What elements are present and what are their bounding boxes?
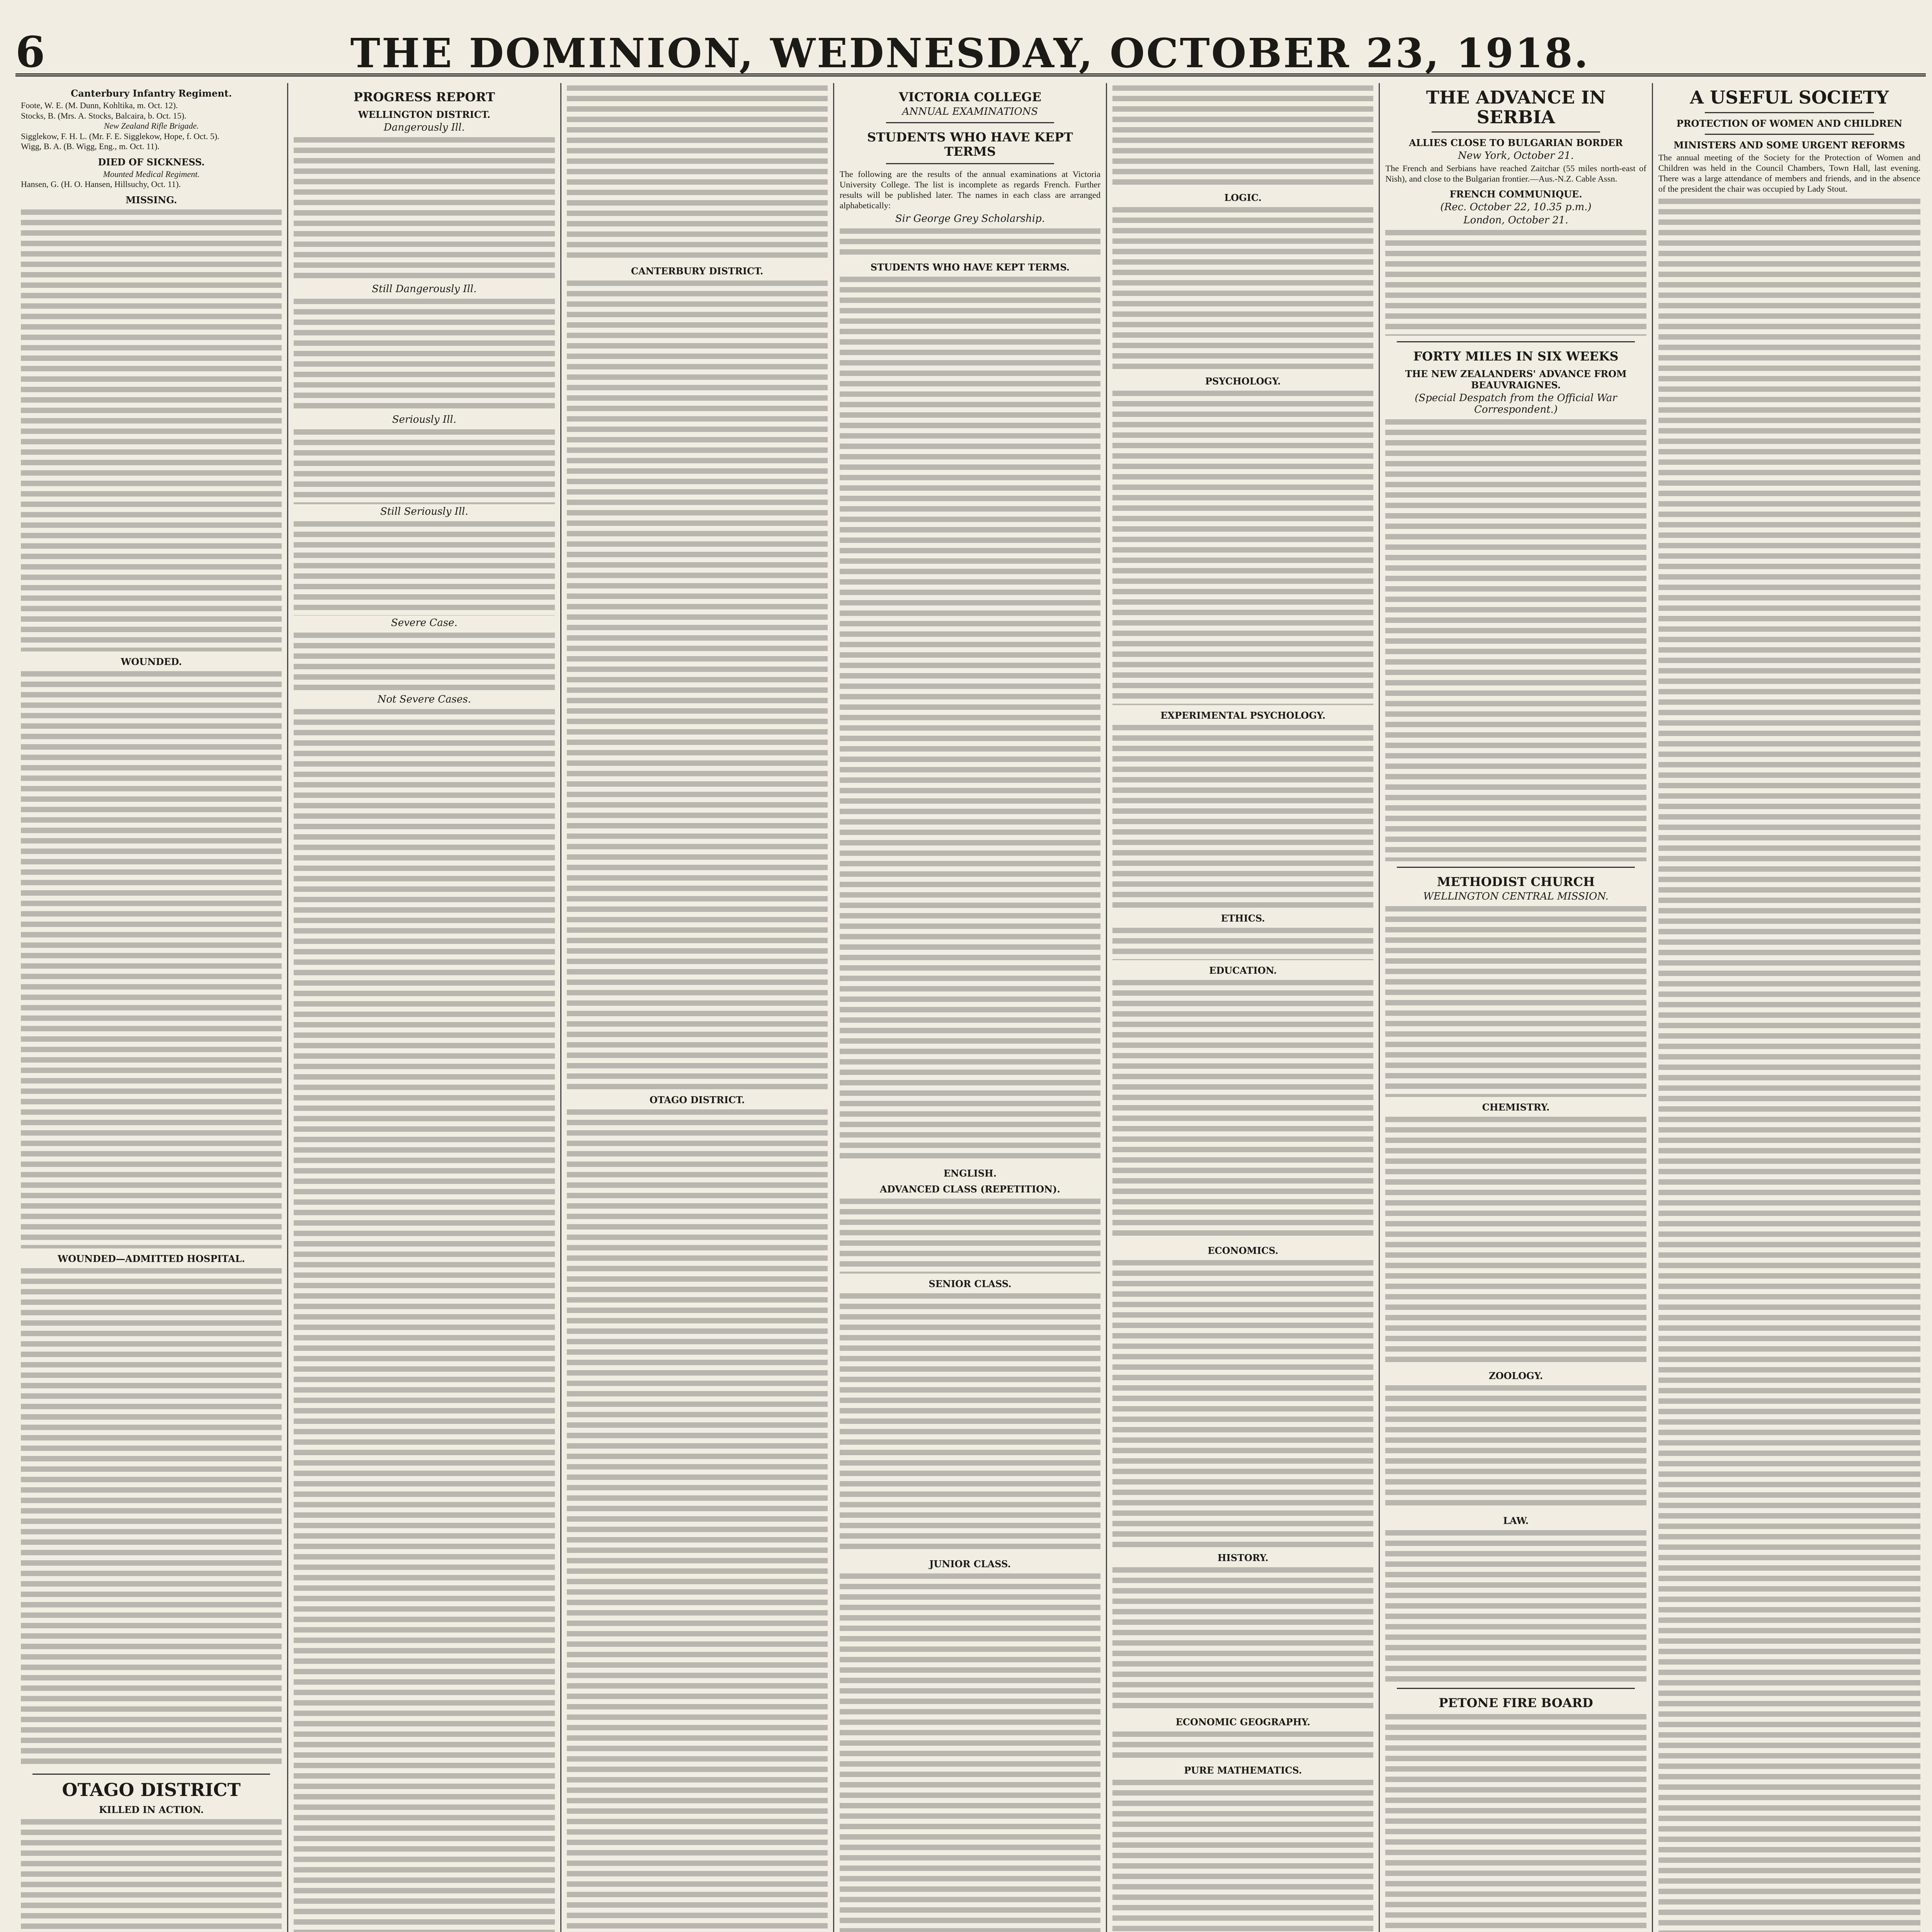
text-block [294, 630, 554, 692]
column-victoria-college [834, 83, 1107, 1932]
text-block [294, 427, 554, 504]
text-block [1112, 978, 1373, 1240]
text-block [1385, 1528, 1646, 1682]
dateline: New York, October 21. [1458, 150, 1574, 162]
page-number: 6 [15, 27, 45, 77]
text-block [840, 274, 1100, 1163]
text-block [294, 135, 554, 282]
text-block [840, 1291, 1100, 1554]
text-block [840, 226, 1100, 257]
article-subtitle: THE NEW ZEALANDERS' ADVANCE FROM BEAUVRAIGNES. [1405, 368, 1627, 391]
text-block [567, 278, 828, 1090]
intro-paragraph: The following are the results of the annual examinations at Victoria University College. The list is incomplete as regards French. Further results will be published later. The names in each class are arranged alphabetically: [839, 169, 1101, 211]
article-title: PROGRESS REPORT [353, 90, 495, 104]
list-item: Mounted Medical Regiment. [103, 169, 200, 179]
text-block [1112, 205, 1373, 371]
list-item: Sigglekow, F. H. L. (Mr. F. E. Sigglekow, Hope, f. Oct. 5). [21, 131, 219, 141]
subheading: (Rec. October 22, 10.35 p.m.) [1440, 201, 1592, 213]
subheading: WELLINGTON CENTRAL MISSION. [1423, 890, 1609, 902]
divider [886, 122, 1054, 123]
text-block [1112, 1258, 1373, 1548]
text-block [21, 207, 282, 651]
list-item: Wigg, B. A. (B. Wigg, Eng., m. Oct. 11). [21, 141, 160, 151]
text-block [1658, 196, 1920, 1932]
text-block [21, 1817, 282, 1932]
intro-paragraph: The annual meeting of the Society for the Protection of Women and Children was held in the Council Chambers, Town Hall, last evening. There was a large attendance of members and friends, and in the absence of the president the chair was occupied by Lady Stout. [1658, 152, 1920, 194]
section-heading: WOUNDED—ADMITTED HOSPITAL. [58, 1253, 245, 1264]
section-heading: ZOOLOGY. [1489, 1370, 1543, 1381]
section-heading: ENGLISH. [943, 1168, 997, 1179]
text-block [1112, 388, 1373, 705]
section-heading: CANTERBURY DISTRICT. [631, 265, 764, 277]
text-block [1112, 1777, 1373, 1932]
subheading: (Special Despatch from the Official War Correspondent.) [1415, 392, 1617, 415]
list-item: Stocks, B. (Mrs. A. Stocks, Balcaira, b. Oct. 15). [21, 111, 187, 121]
section-heading: ETHICS. [1221, 913, 1265, 924]
list-item: Hansen, G. (H. O. Hansen, Hillsuchy, Oct. 11). [21, 179, 181, 189]
article-title: METHODIST CHURCH [1437, 874, 1595, 889]
subheading: Still Seriously Ill. [380, 505, 468, 517]
subheading: Not Severe Cases. [377, 693, 471, 705]
masthead [15, 19, 1926, 77]
list-item: Foote, W. E. (M. Dunn, Kohltika, m. Oct. 12). [21, 100, 178, 110]
text-block [1112, 723, 1373, 908]
text-block [294, 296, 554, 412]
dateline: London, October 21. [1463, 214, 1568, 226]
column-district-lists [561, 83, 834, 1932]
text-block [294, 707, 554, 1932]
text-block [21, 1266, 282, 1768]
divider [1432, 131, 1600, 133]
article-columns [15, 83, 1926, 1932]
section-heading: STUDENTS WHO HAVE KEPT TERMS. [870, 262, 1070, 273]
text-block [1385, 1383, 1646, 1510]
subheading: ANNUAL EXAMINATIONS [902, 105, 1038, 117]
article-title: THE ADVANCE IN SERBIA [1426, 87, 1606, 128]
divider [1705, 134, 1874, 135]
section-heading: PURE MATHEMATICS. [1184, 1765, 1302, 1776]
text-block [1385, 904, 1646, 1097]
divider [1397, 867, 1634, 868]
section-heading: CHEMISTRY. [1482, 1101, 1550, 1113]
section-heading: PSYCHOLOGY. [1205, 376, 1281, 387]
newspaper-title: THE DOMINION, WEDNESDAY, OCTOBER 23, 1918. [350, 29, 1590, 77]
list-item: New Zealand Rifle Brigade. [104, 121, 199, 131]
subheading: Seriously Ill. [392, 413, 456, 425]
section-heading: HISTORY. [1217, 1552, 1269, 1563]
divider [886, 163, 1054, 164]
article-title: FORTY MILES IN SIX WEEKS [1413, 349, 1619, 364]
section-heading: WELLINGTON DISTRICT. [358, 109, 491, 120]
column-society-and-ads [1653, 83, 1926, 1932]
section-heading: ECONOMIC GEOGRAPHY. [1175, 1716, 1310, 1728]
subheading: Severe Case. [391, 617, 457, 629]
article-body: The French and Serbians have reached Zaitchar (55 miles north-east of Nish), and close to the Bulgarian frontier.—Aus.-N.Z. Cable Assn. [1385, 163, 1646, 184]
article-title: A USEFUL SOCIETY [1690, 87, 1889, 108]
section-heading: EXPERIMENTAL PSYCHOLOGY. [1160, 710, 1326, 721]
section-heading: LAW. [1503, 1515, 1529, 1526]
text-block [1112, 83, 1373, 187]
article-subtitle: STUDENTS WHO HAVE KEPT TERMS [867, 129, 1073, 159]
section-heading: FRENCH COMMUNIQUE. [1449, 189, 1582, 200]
article-subtitle: ALLIES CLOSE TO BULGARIAN BORDER [1409, 137, 1623, 149]
section-heading: Canterbury Infantry Regiment. [71, 88, 232, 99]
section-heading: OTAGO DISTRICT. [649, 1094, 745, 1105]
text-block [1112, 1729, 1373, 1760]
column-war-news [1380, 83, 1653, 1932]
section-heading: DIED OF SICKNESS. [98, 156, 205, 168]
article-title: VICTORIA COLLEGE [899, 90, 1041, 104]
article-subtitle: PROTECTION OF WOMEN AND CHILDREN [1676, 117, 1903, 129]
text-block [294, 519, 554, 616]
text-block [840, 1196, 1100, 1274]
section-heading: LOGIC. [1224, 192, 1262, 203]
divider [1397, 341, 1634, 342]
article-subtitle: MINISTERS AND SOME URGENT REFORMS [1673, 139, 1905, 151]
section-heading: MISSING. [126, 194, 177, 206]
text-block [1112, 1565, 1373, 1712]
section-heading: EDUCATION. [1209, 965, 1277, 976]
text-block [21, 669, 282, 1248]
article-title: PETONE FIRE BOARD [1439, 1695, 1593, 1710]
subheading: Sir George Grey Scholarship. [895, 213, 1045, 225]
text-block [840, 1571, 1100, 1932]
column-progress-report [288, 83, 561, 1932]
text-block [1385, 1712, 1646, 1932]
text-block [567, 83, 828, 261]
divider [32, 1774, 270, 1775]
text-block [1385, 1114, 1646, 1366]
subheading: Dangerously Ill. [384, 121, 465, 133]
divider [1705, 112, 1874, 113]
section-heading: ADVANCED CLASS (REPETITION). [880, 1184, 1060, 1195]
divider [1397, 1688, 1634, 1689]
section-heading: WOUNDED. [121, 656, 182, 667]
section-heading: SENIOR CLASS. [929, 1278, 1012, 1290]
subheading: Still Dangerously Ill. [372, 283, 477, 295]
text-block [1385, 228, 1646, 336]
text-block [1385, 417, 1646, 861]
section-heading: JUNIOR CLASS. [929, 1558, 1011, 1570]
section-heading: KILLED IN ACTION. [99, 1804, 204, 1816]
casualty-list [21, 100, 282, 152]
section-heading: ECONOMICS. [1208, 1245, 1279, 1256]
text-block [1112, 925, 1373, 960]
column-casualty-lists [15, 83, 288, 1932]
text-block [567, 1107, 828, 1932]
section-title: OTAGO DISTRICT [62, 1779, 241, 1800]
casualty-list [21, 169, 282, 190]
column-exam-results [1107, 83, 1380, 1932]
